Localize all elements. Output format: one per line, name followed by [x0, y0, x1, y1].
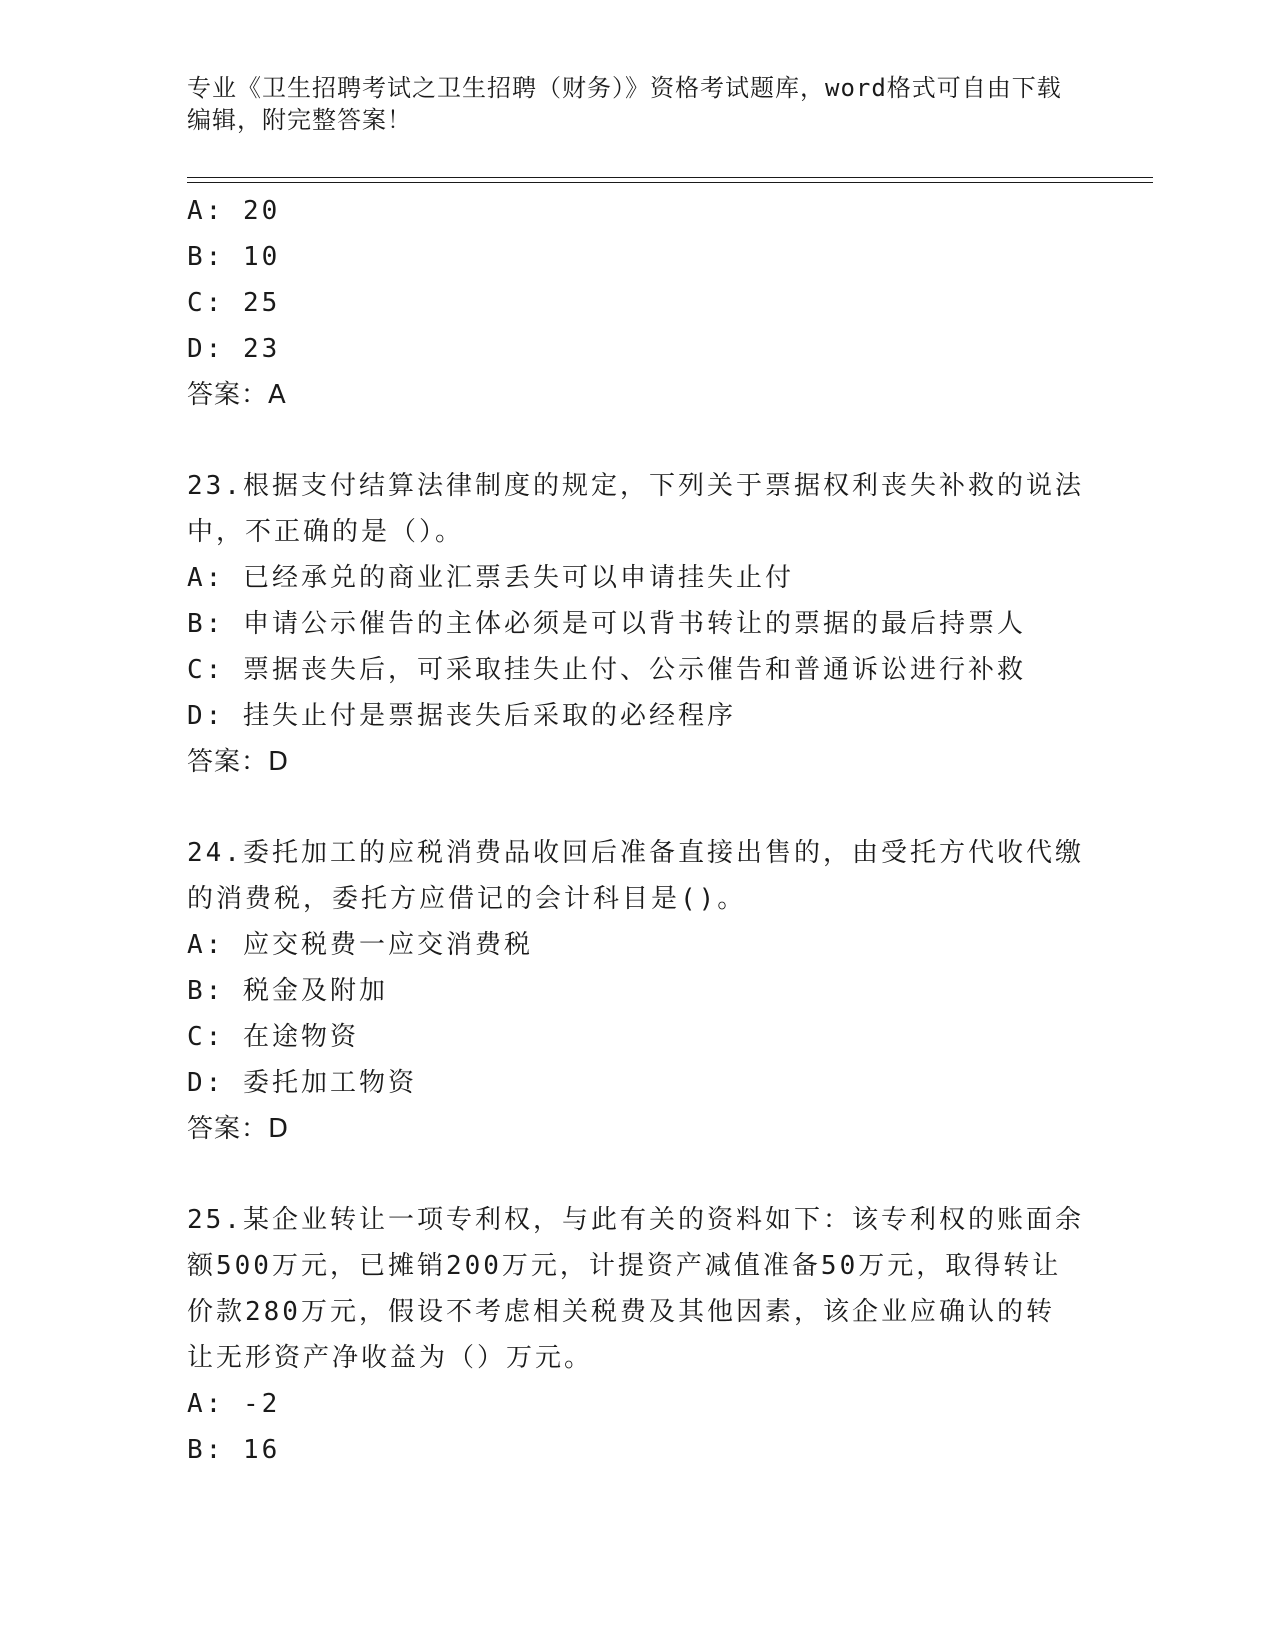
option-a: A: -2 [187, 1389, 281, 1419]
question-content [187, 188, 1087, 1473]
option-a: A: 20 [187, 196, 281, 226]
header-line-2: 编辑，附完整答案！ [187, 106, 412, 134]
option-b: B: 申请公示催告的主体必须是可以背书转让的票据的最后持票人 [187, 609, 1026, 639]
option-a: A: 应交税费一应交消费税 [187, 930, 533, 960]
option-c: C: 票据丧失后，可采取挂失止付、公示催告和普通诉讼进行补救 [187, 655, 1026, 685]
option-d: D: 委托加工物资 [187, 1068, 417, 1098]
option-b: B: 16 [187, 1435, 281, 1465]
option-b: B: 税金及附加 [187, 976, 388, 1006]
option-a: A: 已经承兑的商业汇票丢失可以申请挂失止付 [187, 563, 794, 593]
option-c: C: 25 [187, 288, 281, 318]
spacer [187, 785, 1087, 830]
question-stem-line: 中，不正确的是（）。 [187, 517, 465, 547]
question-stem-line: 23.根据支付结算法律制度的规定，下列关于票据权利丧失补救的说法 [187, 471, 1084, 501]
header-divider-top [187, 177, 1153, 178]
spacer [187, 1152, 1087, 1197]
spacer [187, 418, 1087, 463]
question-stem-line: 额500万元，已摊销200万元，计提资产减值准备50万元，取得转让 [187, 1251, 1062, 1281]
option-b: B: 10 [187, 242, 281, 272]
question-23 [187, 463, 1087, 785]
header-divider-bottom [187, 182, 1153, 183]
question-stem-line: 25.某企业转让一项专利权，与此有关的资料如下：该专利权的账面余 [187, 1205, 1084, 1235]
answer: 答案：D [187, 747, 290, 777]
question-stem-line: 24.委托加工的应税消费品收回后准备直接出售的，由受托方代收代缴 [187, 838, 1084, 868]
header-line-1: 专业《卫生招聘考试之卫生招聘（财务）》资格考试题库，word格式可自由下载 [187, 74, 1062, 102]
answer: 答案：D [187, 1114, 290, 1144]
answer: 答案：A [187, 380, 287, 410]
question-24 [187, 830, 1087, 1152]
option-d: D: 23 [187, 334, 281, 364]
question-22 [187, 188, 1087, 418]
question-stem-line: 的消费税，委托方应借记的会计科目是()。 [187, 884, 747, 914]
option-c: C: 在途物资 [187, 1022, 359, 1052]
question-stem-line: 让无形资产净收益为（）万元。 [187, 1343, 594, 1373]
option-d: D: 挂失止付是票据丧失后采取的必经程序 [187, 701, 736, 731]
question-stem-line: 价款280万元，假设不考虑相关税费及其他因素，该企业应确认的转 [187, 1297, 1055, 1327]
question-25 [187, 1197, 1087, 1473]
document-header [187, 72, 1087, 136]
